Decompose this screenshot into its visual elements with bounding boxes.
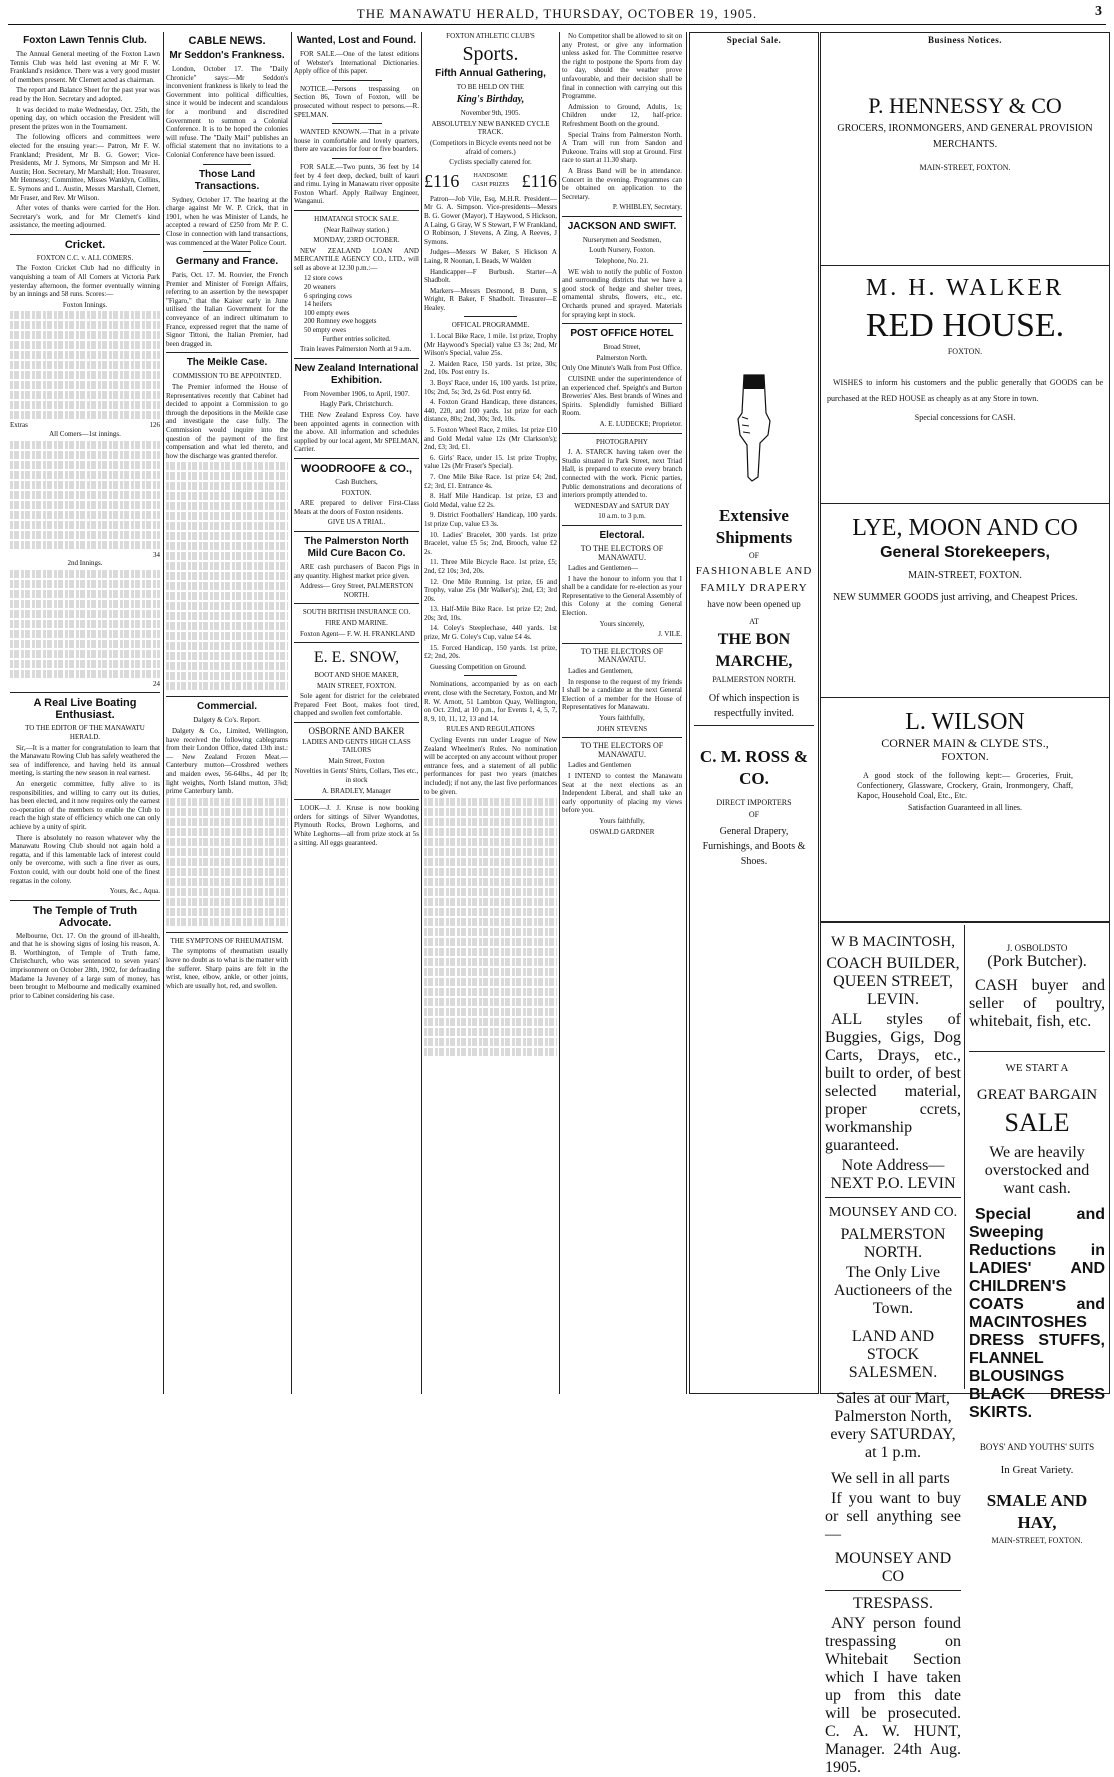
jackson-paragraph: WE wish to notify the public of Foxton and surrounding districts that we have a good stock of hedge and shelter trees, ornamental shrubs, flowers, etc., etc. Orchards pruned and sprayed. Materials for spraying kept in stock. bbox=[562, 267, 682, 319]
cable-news-heading: CABLE NEWS. bbox=[188, 35, 266, 47]
cricket-heading: Cricket. bbox=[64, 238, 106, 251]
bacon-heading: The Palmerston North Mild Cure Bacon Co. bbox=[304, 535, 409, 559]
bacon-paragraph: ARE cash purchasers of Bacon Pigs in any quantity. Highest market price given. bbox=[294, 562, 419, 580]
himatangi-date: MONDAY, 23RD OCTOBER. bbox=[313, 236, 400, 245]
score-total: 24 bbox=[153, 679, 160, 688]
direct-importers: DIRECT IMPORTERS bbox=[716, 798, 792, 807]
boating-heading: A Real Live Boating Enthusiast. bbox=[33, 697, 137, 722]
red-house-heading: RED HOUSE. bbox=[865, 307, 1065, 344]
meikle-continued bbox=[166, 462, 288, 692]
officers-list: Patron—Job Vile, Esq, M.H.R. President—Mr G. A. Simpson. Vice-presidents—Messrs B. G. Gower (Mayor), T Haywood, S Hickson, A Laing, G Gray, W S Stewart, F W Frankland, O Robinson, J Stevens, A Zing, A Reeves, J Symons. bbox=[424, 194, 557, 246]
rules-continued bbox=[424, 798, 557, 1058]
jackson-sub: Nurserymen and Seedsmen, bbox=[582, 235, 662, 244]
gardner-heading: TO THE ELECTORS OF MANAWATU. bbox=[580, 741, 664, 759]
lower-left-ads bbox=[825, 929, 961, 1776]
column-divider bbox=[291, 32, 292, 1394]
photography-paragraph: J. A. STARCK having taken over the Studio situated in Park Street, next Triad Hall, is prepared to execute every branch connected with the work. Picnic parties, Public demonstrations and decorations of interiors promptly attended to. bbox=[562, 448, 682, 500]
event-item: 12. One Mile Running. 1st prize, £6 and Trophy, value 25s (Mr Walker's); 2nd, £3; 3rd 20s. bbox=[424, 577, 557, 603]
column-4 bbox=[424, 32, 557, 1394]
divider bbox=[10, 900, 160, 901]
meikle-heading: The Meikle Case. bbox=[186, 357, 268, 369]
woodroofe-paragraph: ARE prepared to deliver First-Class Meats at the doors of Foxton residents. bbox=[294, 499, 419, 516]
palmerston-north: PALMERSTON NORTH. bbox=[712, 675, 796, 684]
hotel-paragraph: CUISINE under the superintendence of an experienced chef. Speight's and Burton Breweries' Ales. Best brands of Wines and Spirits. Splendidly furnished Billiard Room. bbox=[562, 375, 682, 418]
exhibition-heading: New Zealand International Exhibition. bbox=[294, 362, 419, 386]
photography-hours: 10 a.m. to 3 p.m. bbox=[598, 512, 646, 521]
column-2 bbox=[166, 32, 288, 1394]
wilson-paragraph: A good stock of the following kept:— Groceries, Fruit, Confectionery, Glassware, Crockery, Grain, Ironmongery, Chaff, Kapoc, Household Coal, Etc., Etc. bbox=[857, 771, 1073, 800]
further-entries: Further entries solicited. bbox=[322, 334, 391, 343]
event-item: 1. Local Bike Race, 1 mile. 1st prize, Trophy (Mr Haywood's Special) value £3 3s; 2nd, Mr Wilson's Special, value 25s. bbox=[424, 332, 557, 358]
stevens-paragraph: In response to the request of my friends I shall be a candidate at the next General Election of a member for the House of Representatives for Manawatu. bbox=[562, 677, 682, 712]
divider bbox=[562, 433, 682, 434]
tennis-paragraph: It was decided to make Wednesday, Oct. 25th, the opening day, on which occasion the President will present the prizes won in the Tournament. bbox=[10, 105, 160, 131]
temple-paragraph: Melbourne, Oct. 17. On the ground of ill-health, and that he is showing signs of losing his reason, A. B. Worthington, of Temple of Truth fame, Christchurch, who was sentenced to seven years' imprisonment on October 28th, 1902, for defrauding Madame la Juveney of a large sum of money, has been brought to Melbourne and medically examined prior to Cabinet considering his case. bbox=[10, 931, 160, 1000]
vile-heading: TO THE ELECTORS OF MANAWATU. bbox=[580, 543, 664, 562]
divider bbox=[562, 216, 682, 217]
tennis-paragraph: The report and Balance Sheet for the past year was read by the Hon. Secretary and adopted. bbox=[10, 86, 160, 103]
corners-note: (Competitors in Bicycle events need not be afraid of corners.) bbox=[430, 138, 551, 156]
stevens-yours: Yours faithfully, bbox=[599, 714, 645, 722]
red-house-town: FOXTON. bbox=[947, 347, 983, 356]
meikle-subheading: COMMISSION TO BE APPOINTED. bbox=[172, 372, 282, 381]
event-item: 4. Foxton Grand Handicap, three distances, 440, 220, and 100 yards. 1st prize for each distance, 80s; 2nd, 30s; 3rd, 10s. bbox=[424, 398, 557, 424]
rules-heading: RULES AND REGULATIONS bbox=[446, 725, 535, 734]
lye-moon-ad bbox=[827, 515, 1103, 606]
stock-list bbox=[294, 274, 419, 334]
column-1 bbox=[10, 32, 160, 1394]
osboldston-heading: J. OSBOLDSTO bbox=[1006, 943, 1068, 953]
divider bbox=[10, 234, 160, 235]
commercial-paragraph: Dalgety & Co., Limited, Wellington, have received the following cablegrams from their London Office, dated 13th inst.:— New Zealand Frozen Meat.—Canterbury mutton—Crossbred wethers and maiden ewes, 56-64lbs., 4d per lb; light weights, North Island mutton, 3⅞d; prime Canterbury lamb. bbox=[166, 726, 288, 796]
score-total: Extras 126 bbox=[10, 421, 160, 430]
bon-marche: THE BON MARCHE, bbox=[715, 631, 793, 670]
buy-line: If you want to buy or sell anything see— bbox=[825, 1490, 961, 1543]
himatangi-sub: (Near Railway station.) bbox=[323, 225, 390, 234]
stevens-signature: JOHN STEVENS bbox=[596, 724, 648, 733]
divider bbox=[294, 603, 419, 604]
sports-date: November 9th, 1905. bbox=[460, 109, 521, 118]
osborne-street: Main Street, Foxton bbox=[328, 756, 385, 765]
event-item: 8. Half Mile Handicap. 1st prize, £3 and Gold Medal, value £2 2s. bbox=[424, 492, 557, 509]
divider bbox=[294, 799, 419, 800]
wilson-heading: L. WILSON bbox=[905, 709, 1025, 735]
commercial-subheading: Dalgety & Co's. Report. bbox=[193, 716, 261, 725]
gardner-salutation: Ladies and Gentlemen bbox=[568, 761, 631, 770]
business-notices-panel bbox=[820, 32, 1110, 1776]
himatangi-paragraph: NEW ZEALAND LOAN AND MERCANTILE AGENCY CO., LTD., will sell as above at 12.30 p.m.:— bbox=[294, 246, 419, 272]
classified-ad: FOR SALE.—Two punts, 36 feet by 14 feet by 4 feet deep, decked, built of kauri and rimu. Lying in Manawatu river opposite Foxton Wharf. Apply Railway Engineer, Wanganui. bbox=[294, 162, 419, 206]
judges-list: Judges—Messrs W Baker, S Hickson A Laing, R Noonan, L Beads, W Walden bbox=[424, 248, 557, 265]
column-divider bbox=[559, 32, 560, 1394]
land-heading: Those Land Transactions. bbox=[194, 168, 260, 192]
rheumatism-paragraph: The symptoms of rheumatism usually leave no doubt as to what is the matter with the sufferer. Sharp pains are felt in the wrist, knee, elbow, ankle, or other joints, which are usually hot, red, and swollen. bbox=[166, 947, 288, 990]
hennessy-sub: GROCERS, IRONMONGERS, AND GENERAL PROVISION MERCHANTS. bbox=[837, 123, 1093, 150]
event-item: 13. Half-Mile Bike Race. 1st prize £2; 2nd, 20s; 3rd, 10s. bbox=[424, 605, 557, 622]
reductions: Special and Sweeping Reductions in LADIES' AND CHILDREN'S COATS and MACINTOSHES DRESS STUFFS, FLANNEL BLOUSINGS BLACK DRESS SKIRTS. bbox=[969, 1206, 1105, 1421]
snow-heading: E. E. SNOW, bbox=[313, 649, 400, 667]
boating-paragraph: An energetic committee, fully alive to its responsibilities, and willing to carry out its duties, has been elected, and it now requires only the earnest co-operation of the members to enable the Club to reach the high state of efficiency which one can only achieve by a unity of spirit. bbox=[10, 779, 160, 831]
gardner-paragraph: I INTEND to contest the Manawatu Seat at the next elections as an Independent Liberal, and shall take an early opportunity of placing my views before you. bbox=[562, 771, 682, 815]
bacon-address: Address— Grey Street, PALMERSTON NORTH. bbox=[299, 582, 414, 599]
exhibition-paragraph: THE New Zealand Express Coy. have been appointed agents in connection with the above. All information and schedules supplied by our local agent, Mr SPELMAN, Carrier. bbox=[294, 411, 419, 454]
divider bbox=[294, 642, 419, 643]
column-5 bbox=[562, 32, 682, 1394]
red-house-paragraph: WISHES to inform his customers and the public generally that GOODS can be purchased at the RED HOUSE as cheaply as at any Store in town. bbox=[827, 378, 1103, 403]
germany-heading: Germany and France. bbox=[175, 256, 279, 268]
event-item: 9. District Footballers' Handicap, 100 yards. 1st prize Cup, value £3 3s. bbox=[424, 511, 557, 528]
commercial-heading: Commercial. bbox=[196, 701, 258, 713]
cyclists-note: Cyclists specially catered for. bbox=[449, 158, 532, 167]
masthead-rule bbox=[8, 24, 1106, 25]
special-sale-label: Special Sale. bbox=[726, 35, 782, 45]
score-lines bbox=[10, 441, 160, 551]
vile-yours: Yours sincerely, bbox=[599, 619, 645, 628]
opened-line: have now been opened up bbox=[707, 599, 801, 609]
boys-suits: BOYS' AND YOUTHS' SUITS bbox=[979, 1442, 1095, 1452]
event-item: 10. Ladies' Bracelet, 300 yards. 1st prize Bracelet, value £5 5s; 2nd, Brooch, value £2 2s. bbox=[424, 530, 557, 556]
gardner-signature: OSWALD GARDNER bbox=[589, 827, 655, 836]
held-on: TO BE HELD ON THE bbox=[456, 82, 525, 91]
stevens-salutation: Ladies and Gentlemen, bbox=[568, 667, 633, 676]
divider bbox=[10, 692, 160, 693]
business-notices-label: Business Notices. bbox=[927, 35, 1002, 45]
event-item: Guessing Competition on Ground. bbox=[430, 662, 527, 671]
event-item: 15. Forced Handicap, 150 yards. 1st prize, £2; 2nd, 20s. bbox=[424, 643, 557, 661]
divider bbox=[203, 251, 252, 252]
score-lines bbox=[10, 311, 160, 421]
sell-line: We sell in all parts bbox=[831, 1470, 950, 1487]
macintosh-paragraph: ALL styles of Buggies, Gigs, Dog Carts, Drays, etc., built to order, of best selected material, proper ccrets, workmanship guaranteed. bbox=[825, 1011, 961, 1154]
himatangi-heading: HIMATANGI STOCK SALE. bbox=[314, 214, 399, 223]
stock-item: 100 empty ewes bbox=[304, 308, 350, 317]
prize-banner: £116 HANDSOME CASH PRIZES £116 bbox=[424, 170, 557, 191]
stock-item: 200 Romney ewe hoggets bbox=[304, 317, 377, 326]
divider bbox=[825, 1197, 961, 1198]
photography-days: WEDNESDAY and SATUR DAY bbox=[574, 501, 670, 510]
band: A Brass Band will be in attendance. Concert in the evening. Programmes can be obtained on application to the Secretary. bbox=[562, 166, 682, 201]
kruse-ad: LOOK—J. J. Kruse is now booking orders for sittings of Silver Wyandottes, Plymouth Rocks, Brown Leghorns, and White Leghorns—all from prize stock at 5s a sitting. All eggs guaranteed. bbox=[294, 804, 419, 847]
divider bbox=[821, 265, 1109, 266]
lower-right-ads bbox=[969, 929, 1105, 1545]
insurance-sub: FIRE AND MARINE. bbox=[325, 618, 388, 627]
stock-item: 14 heifers bbox=[304, 300, 332, 309]
newspaper-title: THE MANAWATU HERALD, THURSDAY, OCTOBER 19, 1905. bbox=[356, 6, 758, 21]
ross-heading: C. M. ROSS & CO. bbox=[699, 747, 809, 788]
sale-heading: SALE bbox=[1004, 1108, 1070, 1137]
electoral-heading: Electoral. bbox=[599, 529, 645, 541]
event-item: 2. Maiden Race, 150 yards. 1st prize, 30s; 2nd, 10s. Post entry 1s. bbox=[424, 359, 557, 377]
divider bbox=[821, 503, 1109, 504]
osboldston-sub: (Pork Butcher). bbox=[987, 953, 1087, 970]
divider bbox=[464, 675, 517, 676]
hotel-note: Only One Minute's Walk from Post Office. bbox=[562, 364, 683, 373]
classified-ad: FOR SALE.—One of the latest editions of Webster's International Dictionaries. Apply office of this paper. bbox=[294, 50, 419, 76]
admission: Admission to Ground, Adults, 1s; Children under 12, half-price. Refreshment Booth on the ground. bbox=[562, 102, 682, 128]
divider bbox=[821, 697, 1109, 698]
rules-paragraph: Cycling Events run under League of New Zealand Wheelmen's Rules. No nomination will be accepted on any account without proper entrance fees, and a statement of all public performances for past two years (matches included); if not any, the last five performances to be given. bbox=[424, 736, 557, 796]
seddon-heading: Mr Seddon's Frankness. bbox=[169, 50, 285, 61]
column-divider bbox=[686, 32, 687, 1394]
wilson-ad bbox=[827, 709, 1103, 813]
cricket-paragraph: The Foxton Cricket Club had no difficulty in vanquishing a team of All Comers at Victoria Park yesterday afternoon, the former eventually winning by an innings and 58 runs. Scores:— bbox=[10, 264, 160, 299]
overstocked: We are heavily overstocked and want cash. bbox=[984, 1144, 1090, 1197]
event-item: 6. Girls' Race, under 15. 1st prize Trophy, value 12s (Mr Fraser's Special). bbox=[424, 453, 557, 471]
insurance-agent: Foxton Agent— F. W. H. FRANKLAND bbox=[300, 629, 415, 638]
trial-line: GIVE US A TRIAL. bbox=[327, 518, 386, 527]
masthead bbox=[0, 0, 1114, 28]
hennessy-street: MAIN-STREET, FOXTON. bbox=[919, 163, 1011, 172]
event-item: 11. Three Mile Bicycle Race. 1st prize, £5; 2nd, £2 10s; 3rd, 20s. bbox=[424, 558, 557, 575]
stock-item: 50 empty ewes bbox=[304, 326, 346, 335]
stock-item: 20 weaners bbox=[304, 283, 336, 292]
post-office-hotel-heading: POST OFFICE HOTEL bbox=[570, 328, 674, 340]
hotel-town: Palmerston North. bbox=[596, 353, 648, 362]
vile-salutation: Ladies and Gentlemen— bbox=[568, 564, 638, 573]
we-start: WE START A bbox=[1005, 1062, 1069, 1074]
sub-column-divider bbox=[964, 925, 965, 1389]
macintosh-address: Note Address—NEXT P.O. LEVIN bbox=[830, 1157, 956, 1192]
macintosh-sub: COACH BUILDER, QUEEN STREET, LEVIN. bbox=[826, 955, 960, 1008]
tennis-paragraph: The following officers and committees were elected for the ensuing year:— Patron, Mr F. W. Frankland; President, Mr B. G. Gower; Vice-Presidents, Mr J. Symons, Mr Simpson and Mr H. Austin; Hon. Secretary, Mr Marshall; Hon. Treasurer, Mr Hennessy; Committee, Misses Wanklyn, Collins, E. Symons and L. Austin, Messrs Marshall, Clemett, Mr Fraser, and Rev. Mr Wilson. bbox=[10, 133, 160, 202]
lye-heading: LYE, MOON AND CO bbox=[852, 515, 1078, 541]
score-lines bbox=[10, 570, 160, 680]
land-paragraph: Sydney, October 17. The hearing at the charge against Mr W. P. Crick, that in 1901, when he was Minister of Lands, he accepted a reward of £250 from Mr P. C. Close in connection with land transactions, was commenced at the Water Police Court. bbox=[166, 195, 288, 247]
hotel-street: Broad Street, bbox=[603, 343, 641, 352]
event-item: 5. Foxton Wheel Race, 2 miles. 1st prize £10 and Gold Medal value 12s (Mr Clarkson's); 2nd, £3; 3rd, £1. bbox=[424, 426, 557, 452]
score-total: 34 bbox=[153, 550, 160, 559]
red-house-cash: Special concessions for CASH. bbox=[914, 413, 1016, 422]
page-number: 3 bbox=[1095, 4, 1102, 19]
divider bbox=[562, 525, 682, 526]
event-item: 14. Coley's Steeplechase, 440 yards. 1st prize, Mr G. Coley's Cup, value £4 4s. bbox=[424, 624, 557, 642]
osboldston-paragraph: CASH buyer and seller of poultry, whitebait, fish, etc. bbox=[969, 977, 1105, 1030]
mounsey-town: PALMERSTON NORTH. bbox=[840, 1226, 946, 1261]
divider bbox=[562, 643, 682, 644]
osborne-novelties: Novelties in Gents' Shirts, Collars, Ties etc., in stock bbox=[294, 767, 419, 785]
divider bbox=[332, 158, 382, 159]
of-line: OF bbox=[748, 810, 760, 819]
ross-goods: General Drapery, Furnishings, and Boots & Shoes. bbox=[702, 826, 806, 867]
jackson-address: Louth Nursery, Foxton. bbox=[589, 246, 655, 255]
divider bbox=[166, 352, 288, 353]
boating-paragraph: Sir,—It is a matter for congratulation to learn that the Manawatu Rowing Club has safely weathered the sea of indifference, and having held its annual meeting, is starting the new season in real earnest. bbox=[10, 743, 160, 778]
sales-day: Sales at our Mart, Palmerston North, every SATURDAY, at 1 p.m. bbox=[830, 1390, 956, 1461]
pointing-hand-icon bbox=[732, 373, 776, 483]
gardner-yours: Yours faithfully, bbox=[599, 816, 645, 825]
trespass-paragraph: ANY person found trespassing on Whitebait Section which I have taken up from this date will be prosecuted. C. A. W. HUNT, Manager. 24th Aug. 1905. bbox=[825, 1615, 961, 1776]
divider bbox=[294, 531, 419, 532]
mounsey-only: The Only Live Auctioneers of the Town. bbox=[833, 1264, 953, 1317]
osborne-sub: LADIES AND GENTS HIGH CLASS TAILORS bbox=[302, 737, 411, 755]
divider bbox=[562, 737, 682, 738]
osborne-heading: OSBORNE AND BAKER bbox=[308, 726, 405, 737]
stock-item: 6 springing cows bbox=[304, 291, 352, 300]
land-salesmen: LAND AND STOCK SALESMEN. bbox=[848, 1328, 938, 1381]
of-line: OF bbox=[748, 551, 760, 560]
lye-street: MAIN-STREET, FOXTON. bbox=[908, 570, 1022, 581]
event-item: 7. One Mile Bike Race. 1st prize £4; 2nd, £2; 3rd, £1. Entrance 4s. bbox=[424, 472, 557, 490]
wilson-corner: CORNER MAIN & CLYDE STS., bbox=[881, 736, 1049, 750]
jackson-heading: JACKSON AND SWIFT. bbox=[567, 220, 677, 232]
photography-heading: PHOTOGRAPHY bbox=[596, 437, 648, 446]
secretary-sign: P. WHIBLEY, Secretary. bbox=[612, 203, 682, 212]
extensive-shipments: Extensive Shipments bbox=[715, 506, 793, 547]
column-divider bbox=[163, 32, 164, 1394]
meikle-paragraph: The Premier informed the House of Representatives recently that Cabinet had decided to appoint a Commission to go through the depositions in the Meikle case and investigate the case fully. The Commission would inquire into the question of the payment of the first compensation and what led thereto, and how the discharge was granted therefor. bbox=[166, 383, 288, 460]
boating-signature: Yours, &c., Aqua. bbox=[109, 887, 160, 896]
divider bbox=[969, 1051, 1105, 1052]
column-divider bbox=[421, 32, 422, 1394]
rheumatism-heading: THE SYMPTONS OF RHEUMATISM. bbox=[170, 936, 284, 945]
stock-item: 12 store cows bbox=[304, 274, 343, 283]
event-item: 3. Boys' Race, under 16, 100 yards. 1st prize, 10s; 2nd, 5s; 3rd, 2s 6d. Post entry 6d. bbox=[424, 379, 557, 396]
vile-signature: J. VILE. bbox=[658, 630, 682, 639]
handicapper: Handicapper—F Burbush. Starter—A Shadbolt. bbox=[424, 267, 557, 285]
trains: Special Trains from Palmerston North. A Tram will run from Sandon and Pukeoue. Trains will stop at Ground. First race to start at 11.30 sharp. bbox=[562, 130, 682, 165]
snow-paragraph: Sole agent for district for the celebrated Prepared Feet Boot, makes foot tired, chapped and swollen feet comfortable. bbox=[294, 692, 419, 718]
divider bbox=[464, 316, 517, 317]
divider bbox=[166, 932, 288, 933]
vile-paragraph: I have the honour to inform you that I shall be a candidate for re-election as your Representative to the General Assembly of this Colony at the coming General Election. bbox=[562, 574, 682, 618]
nominations: Nominations, accompanied by as on each event, close with the Secretary, Foxton, and Mr R. W. Arnott, 51 Lambton Quay, Wellington, on Oct. 23rd, at 10 p.m., for Events 1, 4, 5, 7, 8, 9, 10, 11, 12, 13 and 14. bbox=[424, 680, 557, 723]
divider bbox=[294, 358, 419, 359]
divider bbox=[294, 210, 419, 211]
insurance-heading: SOUTH BRITISH INSURANCE CO. bbox=[302, 608, 411, 617]
special-sale-body bbox=[694, 503, 814, 869]
divider bbox=[332, 80, 382, 81]
divider bbox=[166, 696, 288, 697]
tennis-paragraph: The Annual General meeting of the Foxton Lawn Tennis Club was held last evening at Mr F. W. Frankland's residence. There was a very good muster of members present. Mr Clemett acted as chairman. bbox=[10, 50, 160, 84]
woodroofe-town: FOXTON. bbox=[341, 488, 372, 497]
classified-ad: NOTICE.—Persons trespassing on Section 86, Town of Foxton, will be prosecuted without respect to persons.—R. SPELMAN. bbox=[294, 84, 419, 119]
temple-heading: The Temple of Truth Advocate. bbox=[32, 904, 138, 929]
kings-birthday: King's Birthday, bbox=[456, 94, 525, 106]
germany-paragraph: Paris, Oct. 17. M. Rouvier, the French Premier and Minister of Foreign Affairs, referring to an assertion by the newspaper "Figaro," that the Kaiser early in June utilised the Italian Government for the conveyance of an indirect ultimatum to France, expressed regret that the name of Signor Tittoni, the Italian Premier, had been dragged in. bbox=[166, 271, 288, 348]
boating-paragraph: There is absolutely no reason whatever why the Manawatu Rowing Club should not again hold a regatta, and if this lamentable lack of interest could only be overcome, with such a fine river as ours, Foxton could, with our doubt hold one of the finest regattas in the colony. bbox=[10, 833, 160, 885]
walker-heading: M. H. WALKER bbox=[865, 275, 1065, 301]
hennessy-heading: P. HENNESSY & CO bbox=[868, 93, 1062, 118]
divider bbox=[694, 725, 814, 726]
wilson-town: FOXTON. bbox=[941, 751, 989, 763]
great-bargain: GREAT BARGAIN bbox=[976, 1087, 1098, 1103]
commercial-continued bbox=[166, 798, 288, 928]
hennessy-ad bbox=[827, 93, 1103, 173]
smale-street: MAIN-STREET, FOXTON. bbox=[991, 1536, 1083, 1545]
inspection-line: Of which inspection is respectfully invited. bbox=[708, 693, 800, 719]
woodroofe-sub: Cash Butchers, bbox=[335, 477, 378, 486]
column-3 bbox=[294, 32, 419, 1394]
at-line: AT bbox=[749, 617, 759, 626]
programme-heading: OFFICAL PROGRAMME. bbox=[451, 321, 530, 330]
great-variety: In Great Variety. bbox=[1000, 1464, 1074, 1476]
track-note: ABSOLUTELY NEW BANKED CYCLE TRACK. bbox=[431, 119, 550, 137]
divider bbox=[332, 123, 382, 124]
snow-sub: BOOT AND SHOE MAKER, bbox=[314, 671, 399, 680]
sports-heading: Sports. bbox=[462, 42, 519, 65]
drapery-line: FASHIONABLE AND FAMILY DRAPERY bbox=[695, 565, 813, 594]
events-list bbox=[424, 332, 557, 671]
classified-ad: WANTED KNOWN.—That in a private house in comfortable and lovely quarters, there are vacancies for four or five boarders. bbox=[294, 128, 419, 154]
lye-new-goods: NEW SUMMER GOODS just arriving, and Cheapest Prices. bbox=[833, 592, 1078, 603]
divider bbox=[825, 1590, 961, 1591]
tennis-paragraph: After votes of thanks were carried for the Hon. Secretary's work, and for Mr Clemett's kind assistance, the meeting adjourned. bbox=[10, 204, 160, 230]
jackson-telephone: Telephone, No. 21. bbox=[595, 257, 649, 266]
markers-list: Markers—Messrs Desmond, B Dunn, S Wright, R Baker, F Shadbolt. Treasurer—E Healey. bbox=[424, 286, 557, 312]
woodroofe-heading: WOODROOFE & CO., bbox=[300, 462, 413, 475]
wanted-heading: Wanted, Lost and Found. bbox=[296, 35, 417, 46]
boating-to-editor: TO THE EDITOR OF THE MANAWATU HERALD. bbox=[25, 724, 145, 741]
train-note: Train leaves Palmerston North at 9 a.m. bbox=[300, 345, 412, 354]
divider bbox=[821, 921, 1109, 923]
exhibition-place: Hagly Park, Christchurch. bbox=[319, 400, 394, 409]
exhibition-dates: From November 1906, to April, 1907. bbox=[303, 389, 410, 398]
trespass-heading: TRESPASS. bbox=[853, 1595, 933, 1612]
foxton-innings-heading: Foxton Innings. bbox=[62, 300, 108, 309]
tennis-heading: Foxton Lawn Tennis Club. bbox=[23, 35, 147, 46]
smale-heading: SMALE AND HAY, bbox=[986, 1491, 1088, 1532]
second-innings-heading: 2nd Innings. bbox=[67, 559, 103, 568]
snow-street: MAIN STREET, FOXTON. bbox=[316, 681, 397, 690]
allcomers-heading: All Comers—1st innings. bbox=[49, 430, 121, 439]
osborne-manager: A. BRADLEY, Manager bbox=[321, 786, 392, 795]
divider bbox=[294, 722, 419, 723]
mounsey-repeat: MOUNSEY AND CO bbox=[834, 1550, 952, 1585]
divider bbox=[562, 323, 682, 324]
athletic-heading: FOXTON ATHLETIC CLUB'S bbox=[446, 32, 535, 40]
red-house-ad bbox=[827, 275, 1103, 423]
stevens-heading: TO THE ELECTORS OF MANAWATU. bbox=[580, 646, 664, 665]
divider bbox=[203, 164, 252, 165]
sports-notice: No Competitor shall be allowed to sit on any Protest, or give any information unless asked for. The Committee reserve the right to postpone the Sports from day to day, should the weather prove unfavourable, and their decision shall be final in connection with carrying out this Programme. bbox=[562, 32, 682, 101]
seddon-paragraph: London, October 17. The "Daily Chronicle" says:—Mr Seddon's inconvenient frankness is likely to lead the Government into political difficulties, since it would be indecent and scandalous for a moribund and discredited Government to summon a Colonial Conference. It is to be hoped the colonies will refuse. The "Daily Mail" publishes an official statement that no invitations to a Colonial Conference have been issued. bbox=[166, 65, 288, 159]
cricket-subheading: FOXTON C.C. v. ALL COMERS. bbox=[36, 253, 134, 262]
hotel-proprietor: A. E. LUDECKE; Proprietor. bbox=[599, 419, 682, 428]
general-storekeepers: General Storekeepers, bbox=[880, 544, 1050, 561]
special-sale-panel bbox=[689, 32, 819, 1394]
macintosh-heading: W B MACINTOSH, bbox=[830, 934, 956, 950]
fifth-gathering: Fifth Annual Gathering, bbox=[435, 67, 546, 79]
mounsey-heading: MOUNSEY AND CO. bbox=[828, 1205, 958, 1220]
divider bbox=[294, 458, 419, 459]
wilson-satisfaction: Satisfaction Guaranteed in all lines. bbox=[908, 803, 1022, 812]
